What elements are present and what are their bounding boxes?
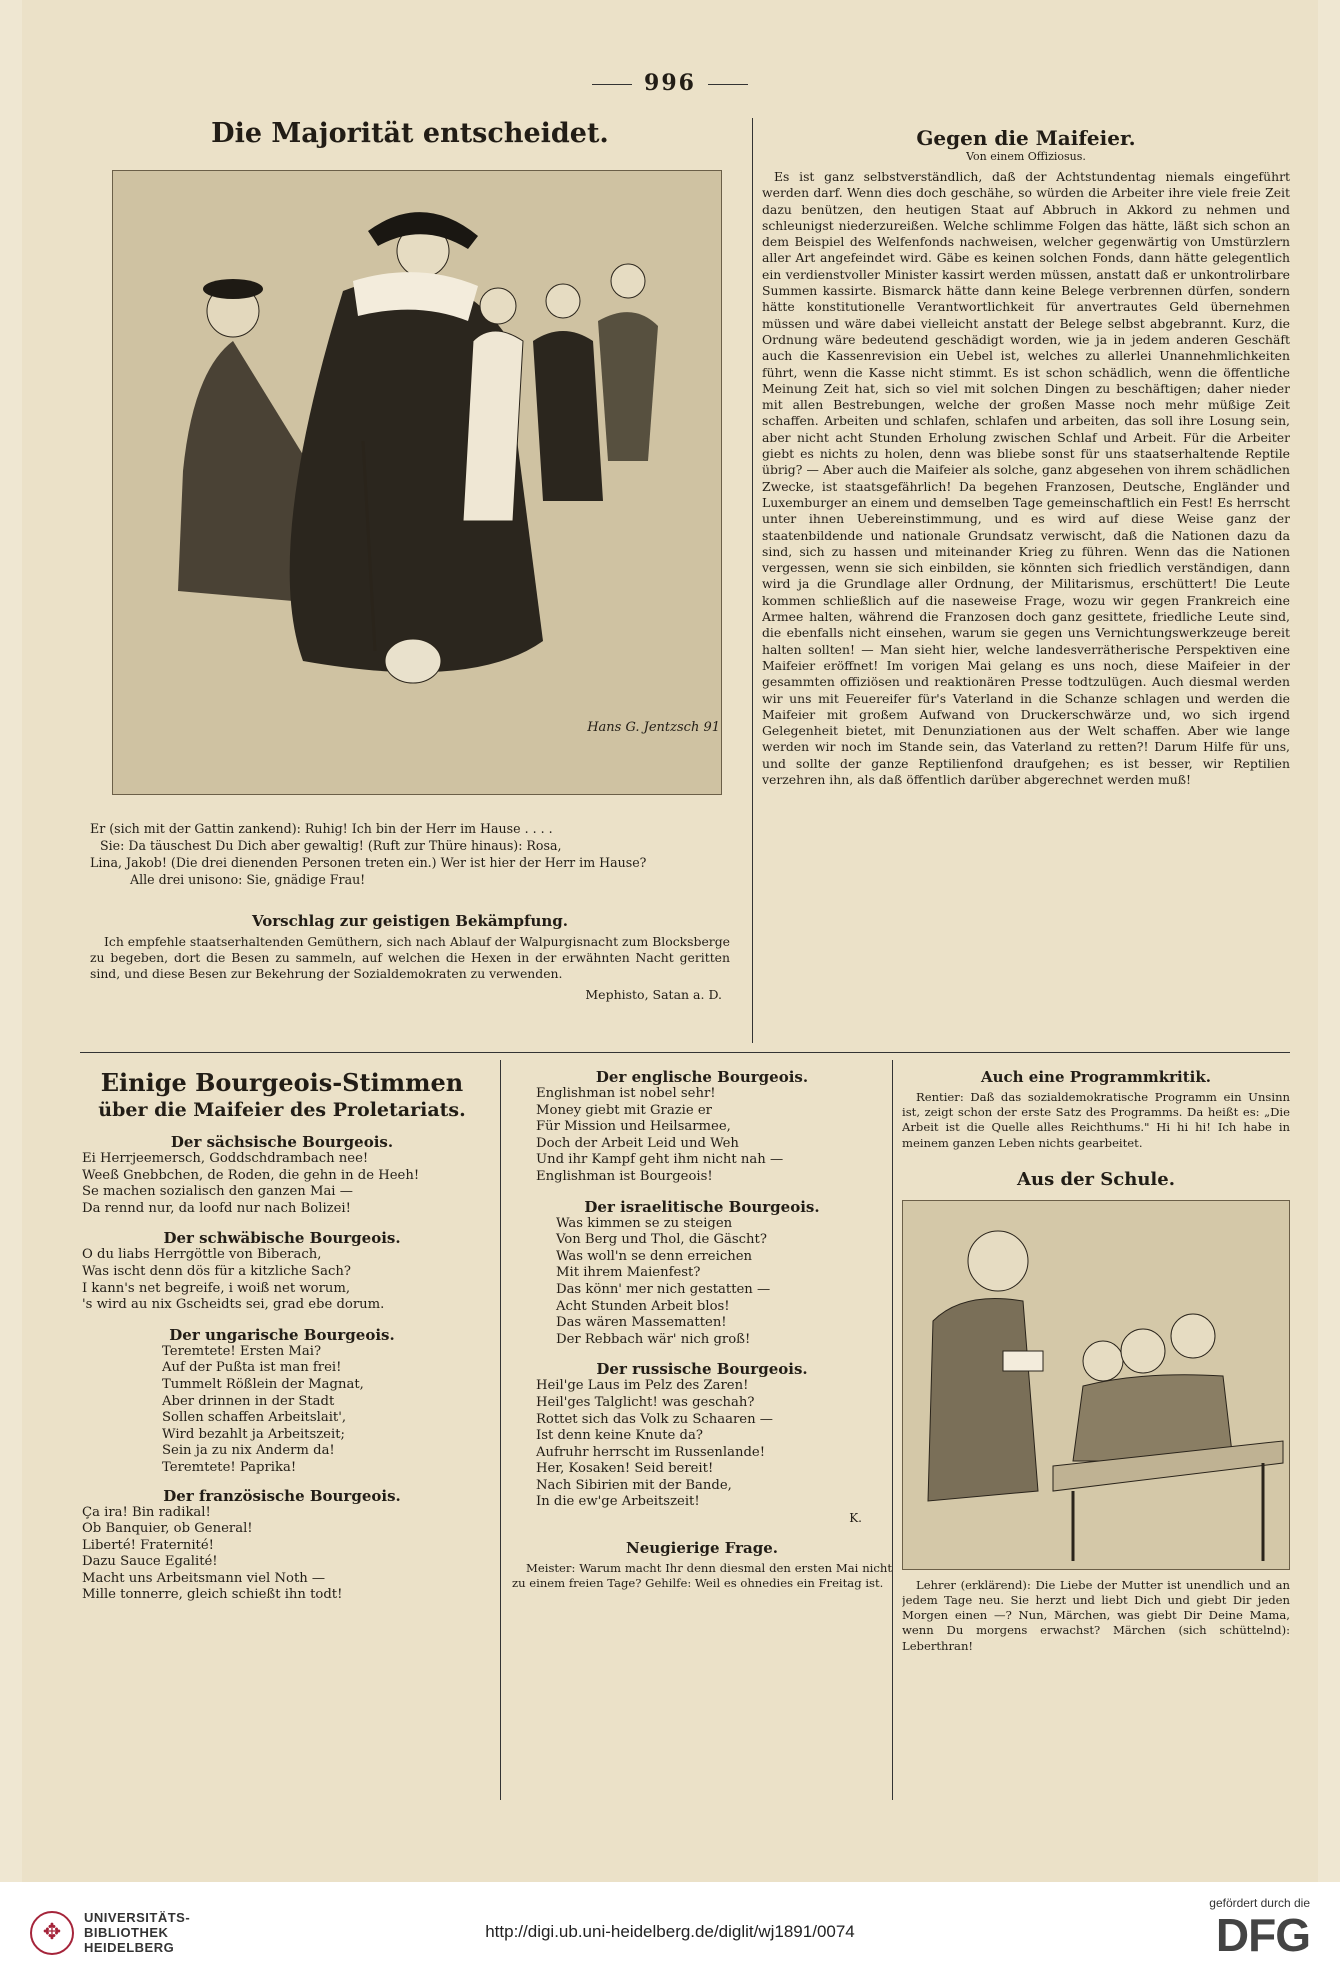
maifeier-article [762, 126, 1290, 1046]
sponsor-label: gefördert durch die [1209, 1896, 1310, 1910]
column-divider [892, 1060, 893, 1800]
verse-line: In die ew'ge Arbeitszeit! [536, 1494, 700, 1510]
verse-line: Heil'ges Talglicht! was geschah? [536, 1394, 755, 1410]
verse-line: Sein ja zu nix Anderm da! [162, 1443, 335, 1459]
vorschlag-signature: Mephisto, Satan a. D. [585, 986, 722, 1002]
footer-bar [0, 1882, 1340, 1984]
israelitisch-verse [512, 1216, 892, 1349]
programmkritik-title: Auch eine Programmkritik. [981, 1068, 1211, 1086]
cartoon-illustration [112, 170, 722, 795]
verse-line: 's wird au nix Gscheidts sei, grad ebe dorum. [82, 1297, 385, 1313]
verse-line: Von Berg und Thol, die Gäscht? [556, 1232, 767, 1248]
caption-line: Lina, Jakob! (Die drei dienenden Personen treten ein.) Wer ist hier der Herr im Hause? [90, 855, 647, 870]
verse-line: Für Mission und Heilsarmee, [536, 1119, 731, 1135]
verse-line: Nach Sibirien mit der Bande, [536, 1477, 732, 1493]
verse-line: Her, Kosaken! Seid bereit! [536, 1461, 714, 1477]
verse-line: Ça ira! Bin radikal! [82, 1504, 211, 1520]
ungarisch-verse [82, 1344, 482, 1477]
cartoon-signature: Hans G. Jentzsch 91 [587, 720, 720, 735]
verse-line: Acht Stunden Arbeit blos! [556, 1298, 730, 1314]
schule-title: Aus der Schule. [1017, 1168, 1175, 1190]
verse-line: Englishman ist Bourgeois! [536, 1168, 713, 1184]
seal-icon: ✥ [30, 1911, 74, 1955]
main-title-block [90, 118, 730, 156]
verse-line: Und ihr Kampf geht ihm nicht nah — [536, 1152, 784, 1168]
verse-line: Teremtete! Ersten Mai? [162, 1343, 322, 1359]
schwaebisch-verse [82, 1247, 482, 1313]
verse-line: Der Rebbach wär' nich groß! [556, 1331, 751, 1347]
institution-line: HEIDELBERG [84, 1940, 175, 1955]
verse-line: Aber drinnen in der Stadt [162, 1393, 335, 1409]
verse-line: Heil'ge Laus im Pelz des Zaren! [536, 1378, 749, 1394]
saechsisch-verse [82, 1151, 482, 1217]
russisch-verse [512, 1378, 892, 1511]
verse-line: Wird bezahlt ja Arbeitszeit; [162, 1426, 345, 1442]
verse-line: Se machen sozialisch den ganzen Mai — [82, 1184, 353, 1200]
ungarisch-title: Der ungarische Bourgeois. [169, 1325, 395, 1344]
verse-line: Das könn' mer nich gestatten — [556, 1281, 771, 1297]
institution-line: UNIVERSITÄTS- [84, 1910, 191, 1925]
franzoesisch-title: Der französische Bourgeois. [163, 1486, 401, 1505]
verse-line: Liberté! Fraternité! [82, 1537, 214, 1553]
programmkritik-text: Rentier: Daß das sozialdemokratische Programm ein Unsinn ist, zeigt schon der erste Satz des Programms. Da heißt es: „Die Arbeit ist die Quelle alles Reichthums." Hi hi hi! Ich habe in meinem ganzen Leben nichts gearbeitet. [902, 1090, 1290, 1150]
school-illustration [902, 1200, 1290, 1570]
vorschlag-section [90, 912, 730, 1032]
verse-line: Ob Banquier, ob General! [82, 1521, 253, 1537]
vorschlag-title: Vorschlag zur geistigen Bekämpfung. [252, 912, 568, 930]
israelitisch-title: Der israelitische Bourgeois. [584, 1197, 820, 1216]
maifeier-subtitle: Von einem Offiziosus. [966, 150, 1086, 163]
bourgeois-subtitle: über die Maifeier des Proletariats. [98, 1099, 466, 1121]
verse-line: Was ischt denn dös für a kitzliche Sach? [82, 1263, 351, 1279]
verse-line: Money giebt mit Grazie er [536, 1102, 712, 1118]
bourgeois-title: Einige Bourgeois-Stimmen [100, 1068, 464, 1097]
schule-text: Lehrer (erklärend): Die Liebe der Mutter ist unendlich und an jedem Tage neu. Sie herzt und liebt Dich und giebt Dir jeden Morgen einen —? Nun, Märchen, was giebt Dir Deine Mama, wenn Du morgens erwachst? Märchen (sich schüttelnd): Leberthran! [902, 1577, 1290, 1653]
cartoon-caption [90, 820, 730, 900]
institution-line: BIBLIOTHEK [84, 1925, 169, 1940]
maifeier-text: Es ist ganz selbstverständlich, daß der Achtstundentag niemals eingeführt werden darf. Wenn dies doch geschähe, so würden die Arbeiter ihre viele freie Zeit dazu benützen, den heutigen Staat auf Abbruch in Akkord zu nehmen und schleunigst niederzureißen. Welche schlimme Folgen das hätte, läßt sich schon an dem Beispiel des Welfenfonds nachweisen, welcher gegenwärtig von Umstürzlern aller Art angefeindet wird. Gäbe es keinen solchen Fonds, dann hätte gelegentlich ein verdienstvoller Minister kassirt werden müssen, anstatt daß er unkontrolirbare Summen kassirte. Bismarck hätte dann keine Belege verbrennen dürfen, sondern hätte konstitutionelle Verantwortlichkeit für anvertrautes Geld übernehmen müssen und wäre dabei vielleicht anstatt der Belege selbst abgebrannt. Kurz, die Ordnung wäre bedeutend geschädigt worden, wie ja in jedem anderen Geschäft auch die Kassenrevision ein Uebel ist, welches zu allerlei Unannehmlichkeiten führt, wenn die Kasse nicht stimmt. Es ist schon schädlich, wenn die öffentliche Meinung Zeit hat, sich so viel mit solchen Dingen zu beschäftigen; daher nieder mit allen Bestrebungen, welche der großen Masse noch mehr müßige Zeit schaffen. Arbeiten und schlafen, schlafen und arbeiten, das soll ihre Losung sein, aber nicht acht Stunden Erholung zwischen Schlaf und Arbeit. Für die Arbeiter giebt es nichts zu holen, denn was bliebe sonst für uns staatserhaltende Reptile übrig? — Aber auch die Maifeier als solche, ganz abgesehen von ihrem schädlichen Zwecke, ist staatsgefährlich! Da begehen Franzosen, Deutsche, Engländer und Luxemburger an einem und demselben Tage gemeinschaftlich ein Fest! Es herrscht unter ihnen Uebereinstimmung, und es wird auf diese Weise ganz der staatenbildende und nationale Grundsatz verwischt, daß die Nationen dazu da sind, sich zu hassen und miteinander Krieg zu führen. Wenn das die Nationen vergessen, wenn sie sich einbilden, sie könnten sich friedlich verständigen, dann wird ja die Grundlage aller Ordnung, der Militarismus, erschüttert! Die Leute kommen schließlich auf die naseweise Frage, wozu wir gegen Frankreich eine Armee halten, während die Franzosen doch ganz gesittete, friedliche Leute sind, die ebenfalls nicht einsehen, warum sie gegen uns Vernichtungswerkzeuge bereit halten sollten! — Man sieht hier, welche landesverrätherische Perspektiven eine Maifeier eröffnet! Im vorigen Mai gelang es uns noch, diese Maifeier in der gesammten offiziösen und reaktionären Presse todtzulügen. Auch diesmal werden wir uns mit Feuereifer für's Vaterland in die Schanze schlagen und werden die Maifeier mit großem Aufwand von Druckerschwärze und, wo sich irgend Gelegenheit bietet, mit Denunziationen aus der Welt schaffen. Aber wie lange werden wir noch im Stande sein, das Vaterland zu retten?! Darum Hilfe für uns, und sollte der ganze Reptilienfond draufgehen; es ist besser, wir Reptilien verzehren ihn, als daß öffentlich darüber abgerechnet werden muß! [762, 169, 1290, 787]
sponsor-logo[interactable] [1209, 1896, 1310, 1960]
verse-line: Weeß Gnebbchen, de Roden, die gehn in de Heeh! [82, 1167, 420, 1183]
verse-line: Was woll'n se denn erreichen [556, 1248, 753, 1264]
cartoon-drawing [113, 171, 722, 795]
page-number: 996 [0, 70, 1340, 96]
saechsisch-title: Der sächsische Bourgeois. [170, 1133, 394, 1151]
verse-line: Macht uns Arbeitsmann viel Noth — [82, 1570, 326, 1586]
verse-line: Das wären Massematten! [556, 1315, 727, 1331]
bourgeois-column-left [82, 1068, 482, 1808]
schwaebisch-title: Der schwäbische Bourgeois. [163, 1229, 401, 1248]
englisch-title: Der englische Bourgeois. [595, 1068, 809, 1086]
vorschlag-text: Ich empfehle staatserhaltenden Gemüthern, sich nach Ablauf der Walpurgisnacht zum Blocksberge zu begeben, dort die Besen zu sammeln, auf welchen die Hexen in der erwähnten Nacht geritten sind, und diese Besen zur Bekehrung der Sozialdemokraten zu verwenden. [90, 934, 730, 982]
bourgeois-column-middle [512, 1068, 892, 1808]
school-drawing [903, 1201, 1289, 1569]
sponsor-name: DFG [1215, 1909, 1310, 1961]
caption-line: Alle drei unisono: Sie, gnädige Frau! [130, 872, 366, 887]
franzoesisch-verse [82, 1505, 482, 1605]
neugierige-title: Neugierige Frage. [625, 1539, 778, 1558]
verse-line: Da rennd nur, da loofd nur nach Bolizei! [82, 1200, 351, 1216]
main-title: Die Majorität entscheidet. [211, 118, 609, 149]
right-column [902, 1068, 1290, 1808]
russisch-signature: K. [849, 1511, 862, 1526]
verse-line: Englishman ist nobel sehr! [536, 1086, 716, 1101]
russisch-title: Der russische Bourgeois. [596, 1360, 808, 1379]
englisch-verse [512, 1086, 892, 1186]
verse-line: O du liabs Herrgöttle von Biberach, [82, 1247, 322, 1263]
column-divider [500, 1060, 501, 1800]
verse-line: Teremtete! Paprika! [162, 1459, 297, 1475]
verse-line: Sollen schaffen Arbeitslait', [162, 1410, 347, 1426]
verse-line: Mit ihrem Maienfest? [556, 1265, 701, 1281]
column-divider [752, 118, 753, 1043]
verse-line: Auf der Pußta ist man frei! [162, 1360, 342, 1376]
neugierige-text: Meister: Warum macht Ihr denn diesmal den ersten Mai nicht zu einem freien Tage? Gehilfe: Weil es ohnedies ein Freitag ist. [512, 1561, 892, 1591]
caption-line: Sie: Da täuschest Du Dich aber gewaltig! (Ruft zur Thüre hinaus): Rosa, [100, 838, 562, 853]
verse-line: I kann's net begreife, i woiß net worum, [82, 1280, 351, 1296]
permalink-url[interactable]: http://digi.ub.uni-heidelberg.de/diglit/wj1891/0074 [485, 1922, 855, 1941]
verse-line: Rottet sich das Volk zu Schaaren — [536, 1411, 773, 1427]
verse-line: Mille tonnerre, gleich schießt ihn todt! [82, 1587, 343, 1603]
verse-line: Tummelt Rößlein der Magnat, [162, 1376, 364, 1392]
verse-line: Dazu Sauce Egalité! [82, 1554, 218, 1570]
verse-line: Ist denn keine Knute da? [536, 1428, 703, 1444]
caption-line: Er (sich mit der Gattin zankend): Ruhig! Ich bin der Herr im Hause . . . . [90, 821, 553, 836]
maifeier-title: Gegen die Maifeier. [916, 126, 1136, 150]
verse-line: Doch der Arbeit Leid und Weh [536, 1135, 739, 1151]
verse-line: Ei Herrjeemersch, Goddschdrambach nee! [82, 1151, 369, 1166]
verse-line: Aufruhr herrscht im Russenlande! [536, 1444, 766, 1460]
section-divider [80, 1052, 1290, 1053]
verse-line: Was kimmen se zu steigen [556, 1215, 733, 1231]
